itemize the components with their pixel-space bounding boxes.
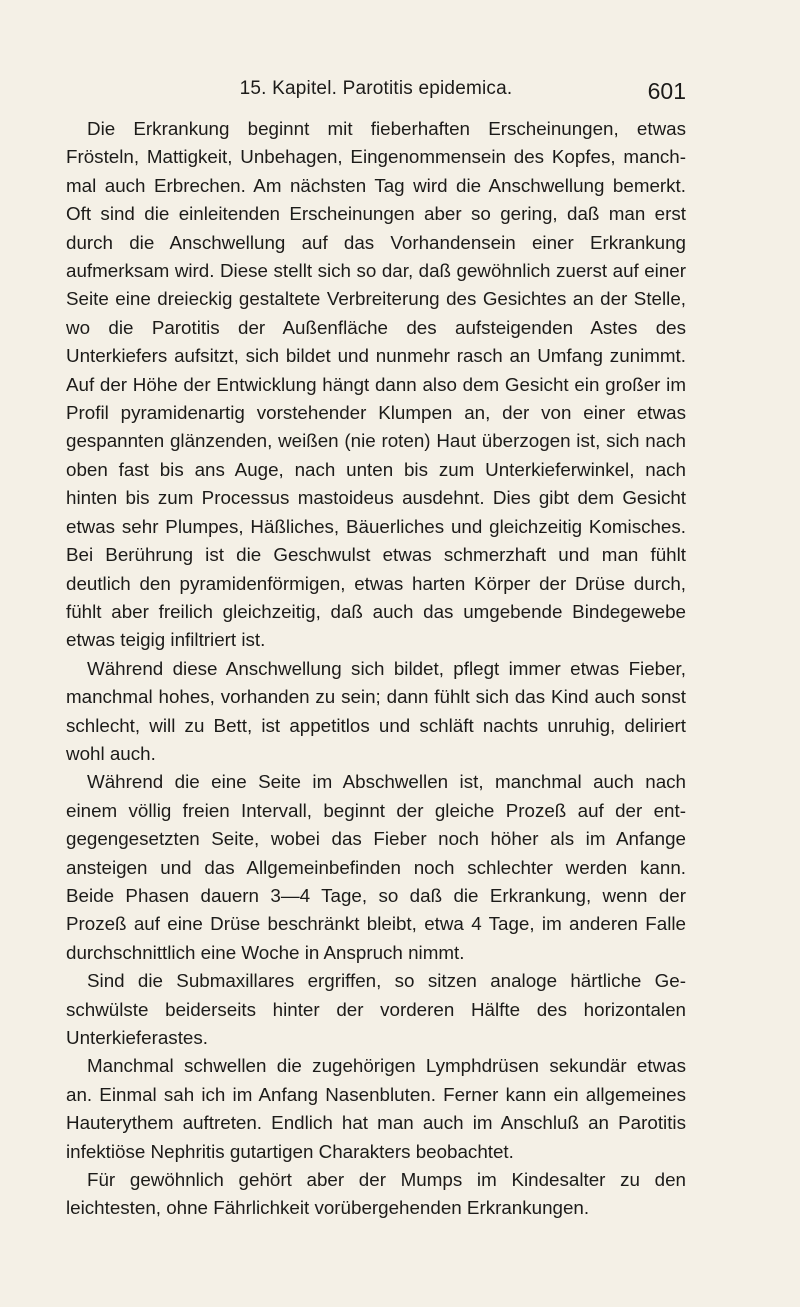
paragraph: Die Erkrankung beginnt mit fieberhaften Erscheinungen, etwas Frösteln, Mattigkeit, Unbehagen, Eingenommensein des Kopfes, manchmal auch Erbrechen. Am nächsten Tag wird die Anschwellung bemerkt. Oft sind die einleitenden Erscheinungen aber so gering, daß man erst durch die Anschwellung auf das Vorhandensein einer Erkrankung aufmerksam wird. Diese stellt sich so dar, daß gewöhnlich zuerst auf einer Seite eine dreieckig gestaltete Verbreiterung des Gesichtes an der Stelle, wo die Parotitis der Außenfläche des aufsteigenden Astes des Unterkiefers aufsitzt, sich bildet und nunmehr rasch an Umfang zunimmt. Auf der Höhe der Entwicklung hängt dann also dem Gesicht ein großer im Profil pyramidenartig vorstehender Klumpen an, der von einer etwas gespannten glänzenden, weißen (nie roten) Haut überzogen ist, sich nach oben fast bis ans Auge, nach unten bis zum Unterkieferwinkel, nach hinten bis zum Processus mastoideus ausdehnt. Dies gibt dem Gesicht etwas sehr Plumpes, Häßliches, Bäuerliches und gleichzeitig Komisches. Bei Berührung ist die Geschwulst etwas schmerzhaft und man fühlt deutlich den pyramidenförmigen, etwas harten Körper der Drüse durch, fühlt aber freilich gleichzeitig, daß auch das umgebende Bindegewebe etwas teigig infiltriert ist. [66,118,686,651]
page-number: 601 [647,78,686,104]
chapter-title: 15. Kapitel. Parotitis epidemica. [239,78,513,99]
paragraph: Für gewöhnlich gehört aber der Mumps im Kindesalter zu den leichtesten, ohne Fährlichkeit vorübergehenden Erkrankungen. [66,1169,686,1219]
paragraph: Während die eine Seite im Abschwellen ist, manchmal auch nach einem völlig freien Intervall, beginnt der gleiche Prozeß auf der entgegengesetzten Seite, wobei das Fieber noch höher als im Anfange ansteigen und das Allgemeinbefinden noch schlechter werden kann. Beide Phasen dauern 3—4 Tage, so daß die Erkrankung, wenn der Prozeß auf eine Drüse beschränkt bleibt, etwa 4 Tage, im anderen Falle durchschnittlich eine Woche in Anspruch nimmt. [66,771,686,963]
paragraph: Sind die Submaxillares ergriffen, so sitzen analoge härtliche Geschwülste beiderseits hinter der vorderen Hälfte des horizontalen Unterkieferastes. [66,970,686,1048]
running-header [66,76,686,110]
paragraph: Manchmal schwellen die zugehörigen Lymphdrüsen sekundär etwas an. Einmal sah ich im Anfang Nasenbluten. Ferner kann ein allgemeines Hauterythem auftreten. Endlich hat man auch im Anschluß an Parotitis infektiöse Nephritis gutartigen Charakters beobachtet. [66,1055,686,1162]
body-text [66,115,686,1223]
paragraph: Während diese Anschwellung sich bildet, pflegt immer etwas Fieber, manchmal hohes, vorhanden zu sein; dann fühlt sich das Kind auch sonst schlecht, will zu Bett, ist appetitlos und schläft nachts unruhig, deliriert wohl auch. [66,657,686,764]
